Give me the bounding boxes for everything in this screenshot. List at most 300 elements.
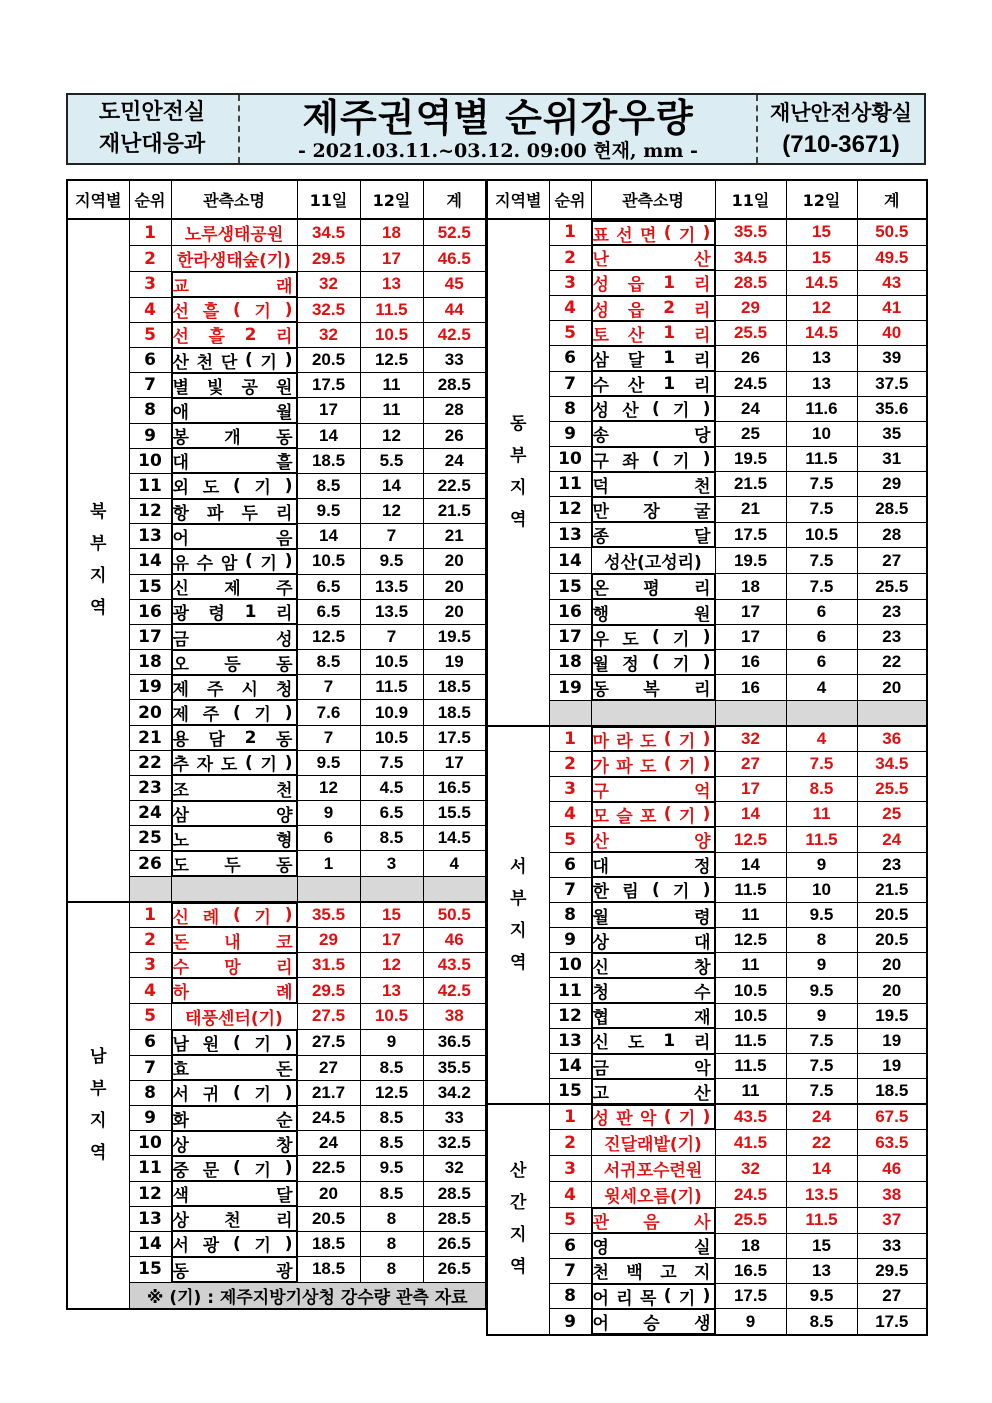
rain-total: 44 (423, 297, 486, 322)
rain-day12: 10.5 (360, 1003, 423, 1029)
west-station-row (487, 1079, 927, 1104)
station-name-part: 기 (673, 629, 690, 650)
rain-day11: 12.5 (715, 928, 786, 953)
station-rank: 18 (129, 650, 171, 675)
station-name-part: 대 (694, 932, 711, 953)
station-name-part: 대 (592, 857, 609, 878)
rain-day12: 5.5 (360, 448, 423, 473)
rain-total: 28.5 (857, 497, 927, 522)
rain-day11: 14 (715, 852, 786, 877)
station-name-part: 1 (663, 323, 676, 344)
mountain-region-label (487, 1104, 549, 1335)
station-name-part: 담 (208, 730, 225, 751)
station-rank: 1 (129, 902, 171, 928)
station-name-part: 서 (172, 1085, 189, 1106)
rain-day11: 17 (715, 777, 786, 802)
rain-total: 32.5 (423, 1131, 486, 1156)
station-rank: 21 (129, 725, 171, 750)
station-name-part: 흘 (208, 327, 225, 348)
north-station-row (67, 246, 486, 272)
station-name-part: 악 (640, 1109, 657, 1130)
station-name (592, 852, 715, 877)
station-name-part: 포 (640, 806, 657, 827)
station-rank: 6 (549, 852, 591, 877)
rain-day12: 8 (360, 1206, 423, 1231)
rain-day12: 14.5 (786, 321, 857, 346)
rain-total: 43.5 (423, 953, 486, 978)
station-name (172, 1106, 297, 1131)
station-name-part: 2 (244, 727, 257, 748)
station-name-part: 조 (172, 780, 189, 801)
rain-day12: 9.5 (360, 1156, 423, 1181)
south-station-row (67, 1080, 486, 1105)
station-name-part: 장 (643, 501, 660, 522)
north-station-row (67, 448, 486, 473)
station-name-part: 두 (224, 856, 241, 877)
rain-total: 20 (423, 574, 486, 599)
station-name-part: 1 (663, 348, 676, 369)
station-name-part: 기 (254, 907, 271, 928)
rain-total: 26.5 (423, 1257, 486, 1283)
station-name-part: ) (284, 299, 293, 320)
region-char: 남 (90, 1047, 107, 1068)
rain-day12: 10.5 (786, 522, 857, 548)
rain-total: 34.5 (857, 751, 927, 776)
south-station-row (67, 978, 486, 1004)
mountain-station-row (487, 1104, 927, 1130)
station-name-part: 고 (660, 1263, 677, 1284)
rain-total: 35.6 (857, 396, 927, 421)
station-name-part: 기 (678, 1109, 696, 1130)
rain-day11: 8.5 (297, 473, 360, 498)
station-name (592, 675, 715, 700)
rain-day12: 7 (360, 524, 423, 549)
station-name (172, 725, 297, 750)
station-name-part: ( (232, 1082, 241, 1103)
rain-day12: 8.5 (360, 1106, 423, 1131)
station-rank: 11 (549, 978, 591, 1003)
station-name-part: 개 (224, 428, 241, 449)
rain-day12: 11 (360, 373, 423, 398)
station-name-part: 정 (694, 857, 711, 878)
rain-day11: 11 (715, 902, 786, 927)
rain-total: 49.5 (857, 245, 927, 270)
station-name-part: 모 (592, 806, 609, 827)
rain-total: 29.5 (857, 1258, 927, 1283)
station-name-part: 광 (172, 604, 189, 625)
station-name (172, 624, 297, 649)
north-station-row (67, 398, 486, 423)
station-name-part: ) (284, 905, 293, 926)
rain-total: 27 (857, 1284, 927, 1309)
rain-day12: 11.6 (786, 396, 857, 421)
station-rank: 25 (129, 826, 171, 851)
rain-total: 29 (857, 472, 927, 497)
region-char: 북 (90, 502, 107, 523)
rain-day12: 9.5 (360, 549, 423, 574)
col-region: 지역별 (487, 180, 549, 219)
station-name-part: 리 (694, 1033, 711, 1054)
station-name-part: 온 (592, 579, 609, 600)
rain-day12: 9 (786, 1003, 857, 1028)
mountain-station-row (487, 1208, 927, 1234)
rain-total: 20 (857, 675, 927, 701)
station-name-part: ) (702, 449, 711, 470)
rain-day11: 6.5 (297, 599, 360, 624)
station-name (592, 777, 715, 802)
col-rank: 순위 (129, 180, 171, 219)
region-char: 역 (90, 1143, 107, 1164)
station-name-part: 성 (592, 1109, 609, 1130)
rain-day11: 18.5 (297, 448, 360, 473)
station-name-part: 재 (694, 1008, 711, 1029)
station-name-part: 색 (172, 1186, 189, 1207)
station-name-part: 원 (694, 604, 711, 625)
station-rank: 17 (129, 624, 171, 649)
station-name-part: 기 (260, 755, 277, 776)
rain-day11: 29 (297, 927, 360, 952)
rain-day11: 20 (297, 1181, 360, 1206)
rain-day12: 12.5 (360, 1080, 423, 1105)
region-char: 부 (510, 446, 527, 467)
station-name-part: 라 (616, 731, 633, 752)
station-name-part: 달 (694, 527, 711, 548)
north-station-row (67, 851, 486, 877)
rain-day12: 7.5 (786, 751, 857, 776)
station-name-part: 등 (224, 654, 241, 675)
rain-day11: 34.5 (715, 245, 786, 270)
rain-day12: 7.5 (786, 472, 857, 497)
station-rank: 18 (549, 650, 591, 675)
rain-day11: 25 (715, 421, 786, 446)
rain-day11: 24 (715, 396, 786, 421)
region-char: 동 (510, 414, 527, 435)
rain-day11: 24.5 (297, 1106, 360, 1131)
station-rank: 13 (129, 524, 171, 549)
station-name-part: 리 (694, 376, 711, 397)
rain-total: 46 (857, 1156, 927, 1182)
station-name-part: 림 (622, 882, 639, 903)
rain-day11: 20.5 (297, 1206, 360, 1231)
station-name-part: 파 (616, 756, 633, 777)
station-name (172, 675, 297, 700)
station-name-part: ) (284, 702, 293, 723)
station-rank: 1 (549, 219, 591, 245)
rain-total: 42.5 (423, 322, 486, 347)
station-rank: 17 (549, 625, 591, 650)
rain-total: 16.5 (423, 775, 486, 800)
office-name: 재난안전상황실 (769, 101, 912, 125)
station-name (172, 599, 297, 624)
station-name-part: ) (702, 1106, 711, 1127)
rain-total: 33 (423, 348, 486, 373)
station-name-part: 월 (592, 907, 609, 928)
south-station-row (67, 953, 486, 978)
station-name-part: 기 (254, 478, 271, 499)
station-rank: 14 (549, 1054, 591, 1079)
rain-total: 28 (423, 398, 486, 423)
station-name-part: 청 (592, 983, 609, 1004)
col-day11: 11일 (715, 180, 786, 219)
station-name (592, 346, 715, 371)
division-name: 재난대응과 (98, 132, 206, 157)
rain-day11: 27 (715, 751, 786, 776)
rain-day11: 17.5 (715, 522, 786, 548)
station-name-part: ( (651, 652, 660, 673)
station-name-part: 도 (202, 478, 220, 499)
rain-day11: 10.5 (715, 1003, 786, 1028)
east-station-row (487, 675, 927, 701)
north-station-row (67, 549, 486, 574)
north-station-row (67, 499, 486, 524)
rain-total: 40 (857, 321, 927, 346)
rain-total: 20.5 (857, 928, 927, 953)
north-station-row (67, 599, 486, 624)
rain-day12: 4 (786, 726, 857, 752)
station-name (592, 1104, 715, 1129)
rain-day11: 21.7 (297, 1080, 360, 1105)
station-name-part: 만 (592, 501, 609, 522)
title-box (238, 95, 758, 163)
station-name-part: 음 (643, 1213, 660, 1234)
rain-total: 22.5 (423, 473, 486, 498)
rain-day12: 7.5 (786, 1079, 857, 1104)
west-station-row (487, 928, 927, 953)
rain-day12: 7 (360, 624, 423, 649)
station-name: 윗세오름(기) (591, 1182, 715, 1208)
station-name (172, 750, 297, 775)
region-char: 지 (510, 920, 527, 941)
station-name (592, 497, 715, 522)
col-rank: 순위 (549, 180, 591, 219)
station-name (592, 270, 715, 295)
station-name-part: 도 (622, 629, 639, 650)
west-station-row (487, 978, 927, 1003)
station-name-part: 항 (172, 503, 189, 524)
north-station-row (67, 826, 486, 851)
station-name (172, 1131, 297, 1156)
mountain-station-row (487, 1284, 927, 1309)
station-name-part: 천 (592, 1263, 609, 1284)
station-name-part: ) (284, 1082, 293, 1103)
rain-total: 4 (423, 851, 486, 877)
station-name (172, 448, 297, 473)
rain-day12: 6 (786, 650, 857, 675)
mountain-station-row (487, 1156, 927, 1182)
station-name-part: 돈 (276, 1060, 293, 1081)
station-name-part: 산 (592, 832, 609, 853)
east-station-row (487, 346, 927, 371)
rain-day11: 18 (715, 1233, 786, 1258)
station-name-part: ) (284, 1158, 293, 1179)
station-name-part: 기 (673, 451, 690, 472)
station-name (172, 297, 297, 322)
station-name-part: 봉 (172, 428, 189, 449)
rain-day11: 11.5 (715, 1028, 786, 1053)
station-name-part: 광 (276, 1261, 293, 1282)
station-rank: 20 (129, 700, 171, 725)
station-name-part: 악 (694, 1058, 711, 1079)
west-station-row (487, 902, 927, 927)
station-name-part: 오 (172, 654, 189, 675)
rain-day11: 12.5 (297, 624, 360, 649)
north-station-row (67, 348, 486, 373)
station-name (172, 801, 297, 826)
rain-day11: 17.5 (715, 1284, 786, 1309)
station-name: 진달래밭(기) (591, 1130, 715, 1156)
rain-day12: 12.5 (360, 348, 423, 373)
station-name-part: 금 (592, 1058, 609, 1079)
station-name (592, 902, 715, 927)
rain-day11: 17 (715, 625, 786, 650)
rain-day12: 13 (786, 1258, 857, 1283)
station-rank: 8 (129, 1080, 171, 1105)
region-char: 역 (510, 1257, 527, 1278)
station-name-part: ) (702, 729, 711, 750)
station-name-part: 복 (643, 680, 660, 701)
station-name-part: ( (232, 1032, 241, 1053)
rain-day11: 26 (715, 346, 786, 371)
col-total: 계 (423, 180, 486, 219)
station-name-part: ) (702, 398, 711, 419)
rain-total: 23 (857, 625, 927, 650)
station-name-part: 표 (592, 225, 609, 246)
station-name-part: ) (284, 551, 293, 572)
north-station-row (67, 219, 486, 246)
station-name-part: 리 (276, 1211, 293, 1232)
rain-day11: 24.5 (715, 371, 786, 396)
south-station-row (67, 1106, 486, 1131)
station-name-part: 주 (207, 679, 224, 700)
station-name-part: 어 (592, 1313, 609, 1334)
rain-day12: 6.5 (360, 801, 423, 826)
rain-day12: 9 (786, 852, 857, 877)
station-name-part: 기 (254, 1035, 271, 1056)
station-name-part: 협 (592, 1008, 609, 1029)
station-name-part: 굴 (694, 501, 711, 522)
station-name-part: 한 (592, 882, 609, 903)
rain-day11: 9.5 (297, 750, 360, 775)
station-name (592, 599, 715, 624)
station-name-part: 성 (592, 401, 609, 422)
source-note: ※ (기) : 제주지방기상청 강수량 관측 자료 (129, 1282, 486, 1309)
station-rank: 5 (549, 827, 591, 852)
station-name-part: 파 (207, 503, 224, 524)
rain-day11: 19.5 (715, 447, 786, 472)
station-name-part: 평 (643, 579, 660, 600)
rain-day12: 24 (786, 1104, 857, 1130)
contact-box (758, 95, 924, 163)
col-day11: 11일 (297, 180, 360, 219)
rain-day12: 11.5 (360, 675, 423, 700)
north-station-row (67, 373, 486, 398)
rain-day12: 7.5 (786, 1028, 857, 1053)
east-station-row (487, 548, 927, 574)
north-station-row (67, 775, 486, 800)
station-name-part: 2 (663, 298, 676, 319)
west-station-row (487, 852, 927, 877)
col-day12: 12일 (360, 180, 423, 219)
station-name-part: 빛 (207, 377, 224, 398)
station-name (172, 373, 297, 398)
north-station-row (67, 473, 486, 498)
station-name: 태풍센터(기) (171, 1003, 297, 1029)
station-rank: 13 (549, 522, 591, 548)
rain-total: 43 (857, 270, 927, 295)
rain-total: 67.5 (857, 1104, 927, 1130)
station-name-part: 영 (592, 1238, 609, 1259)
station-name (172, 1257, 297, 1282)
station-name-part: 읍 (627, 300, 645, 321)
rain-total: 25 (857, 802, 927, 827)
station-name-part: ( (232, 905, 241, 926)
station-name-part: 신 (172, 907, 189, 928)
station-name-part: 기 (678, 756, 696, 777)
station-rank: 12 (129, 1181, 171, 1206)
station-name-part: ) (702, 879, 711, 900)
station-name (592, 447, 715, 472)
rain-total: 23 (857, 852, 927, 877)
station-name-part: 판 (616, 1109, 633, 1130)
rain-day11: 17 (297, 398, 360, 423)
station-name (592, 953, 715, 978)
rain-total: 19 (423, 650, 486, 675)
north-station-row (67, 624, 486, 649)
station-name-part: ( (232, 702, 241, 723)
rain-day11: 41.5 (715, 1130, 786, 1156)
station-rank: 6 (549, 1233, 591, 1258)
station-name-part: 기 (260, 553, 277, 574)
station-name (172, 272, 297, 297)
station-name-part: 어 (592, 1288, 609, 1309)
rain-day11: 17.5 (297, 373, 360, 398)
station-name-part: 산 (627, 325, 645, 346)
rain-day12: 10 (786, 421, 857, 446)
rain-day11: 16 (715, 650, 786, 675)
station-name (172, 499, 297, 524)
east-station-row (487, 219, 927, 245)
rain-day11: 6 (297, 826, 360, 851)
rain-total: 18.5 (423, 675, 486, 700)
rain-day11: 8.5 (297, 650, 360, 675)
station-name-part: 돈 (172, 932, 189, 953)
station-name-part: 1 (663, 373, 676, 394)
station-name (172, 1181, 297, 1206)
rain-day11: 32 (715, 726, 786, 752)
station-name-part: 마 (592, 731, 609, 752)
station-name-part: 래 (276, 277, 293, 298)
station-rank: 1 (549, 1104, 591, 1130)
station-rank: 7 (549, 877, 591, 902)
station-rank: 24 (129, 801, 171, 826)
station-rank: 13 (549, 1028, 591, 1053)
station-name-part: 목 (640, 1288, 657, 1309)
station-name (592, 1309, 715, 1334)
mountain-station-row (487, 1233, 927, 1258)
station-name-part: 리 (694, 579, 711, 600)
station-rank: 3 (129, 272, 171, 298)
north-station-row (67, 675, 486, 700)
region-char: 부 (90, 1079, 107, 1100)
mountain-station-row (487, 1258, 927, 1283)
station-rank: 2 (549, 245, 591, 270)
rain-day11: 14 (715, 802, 786, 827)
rain-day11: 11.5 (715, 1054, 786, 1079)
station-name-part: 관 (592, 1213, 609, 1234)
region-char: 산 (510, 1161, 527, 1182)
station-name (592, 1079, 715, 1104)
station-name: 서귀포수련원 (591, 1156, 715, 1182)
